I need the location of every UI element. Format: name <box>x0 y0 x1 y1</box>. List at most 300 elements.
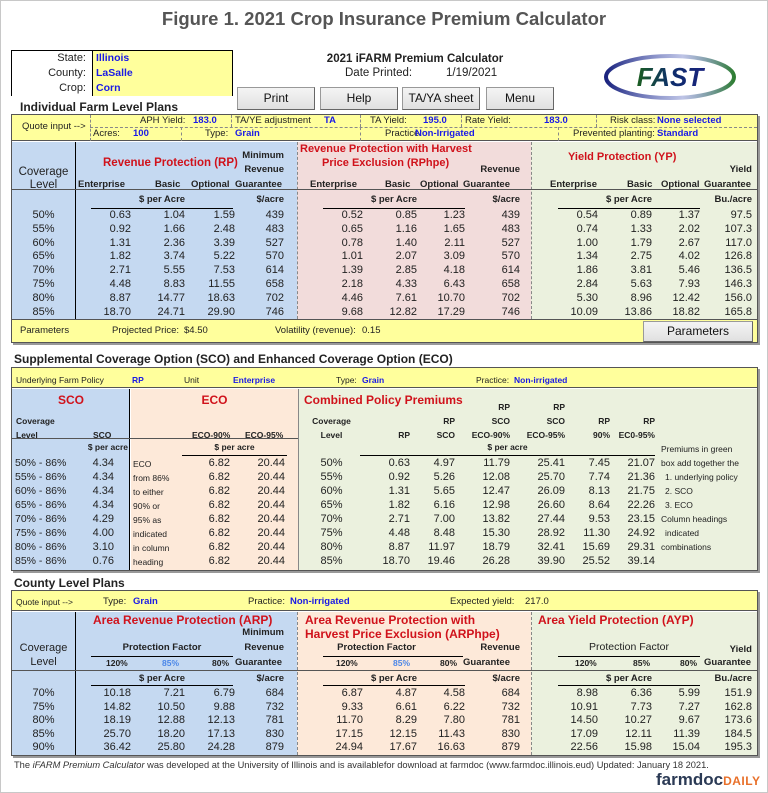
prevented-planting-label: Prevented planting: <box>573 128 655 139</box>
sco-value: 4.34 <box>92 457 114 469</box>
arp-title: Area Revenue Protection (ARP) <box>93 613 273 627</box>
coverage-header: Coverage <box>312 416 351 426</box>
divider <box>297 612 298 755</box>
rp-value: 1.82 <box>109 250 131 263</box>
arphpe-value: 879 <box>501 741 520 754</box>
rp-value: 18.63 <box>207 291 235 304</box>
eco-note: indicated <box>133 529 168 539</box>
aph-yield-field[interactable]: 183.0 <box>193 115 217 126</box>
divider <box>181 127 182 141</box>
sco-value: 4.34 <box>92 499 114 511</box>
arphpe-value: 17.15 <box>335 727 363 740</box>
crop-row <box>12 81 232 96</box>
revenue-header: Revenue <box>244 164 284 175</box>
ayp-value: 15.04 <box>672 741 700 754</box>
prevented-planting-field[interactable]: Standard <box>657 128 699 139</box>
pf85-header: 85% <box>393 658 411 668</box>
protection-factor-header: Protection Factor <box>122 642 202 653</box>
unit-label: Unit <box>184 375 200 385</box>
ayp-value: 17.09 <box>570 727 598 740</box>
rate-yield-field[interactable]: 183.0 <box>544 115 568 126</box>
rphpe-value: 614 <box>501 264 520 277</box>
eco95-value: 20.44 <box>257 541 285 553</box>
type-field[interactable]: Grain <box>235 128 260 139</box>
state-field[interactable]: Illinois <box>92 51 232 66</box>
sco-level: 70% - 86% <box>15 513 67 525</box>
yp-value: 13.86 <box>624 305 652 318</box>
arphpe-value: 7.80 <box>443 714 465 727</box>
combined-value: 18.70 <box>382 555 410 567</box>
arp-value: 830 <box>265 727 284 740</box>
brand-daily: DAILY <box>723 774 761 788</box>
unit-field[interactable]: Enterprise <box>233 375 276 385</box>
arphpe-value: 684 <box>501 687 520 699</box>
arp-value: 9.88 <box>213 700 235 713</box>
combined-value: 26.09 <box>537 485 565 497</box>
combined-per-acre: $ per acre <box>487 442 528 452</box>
basic-header: Basic <box>627 179 653 190</box>
combined-value: 29.31 <box>627 541 655 553</box>
per-acre-label: $ per Acre <box>138 194 186 205</box>
combined-level: 70% <box>320 513 343 525</box>
rp-value: 29.90 <box>207 305 235 318</box>
guarantee-header: Guarantee <box>704 657 751 668</box>
ta-ya-sheet-button[interactable]: TA/YA sheet <box>402 87 480 110</box>
combined-value: 9.53 <box>588 513 610 525</box>
pf120-header: 120% <box>336 658 358 668</box>
divider <box>360 115 361 127</box>
rphpe-value: 527 <box>501 236 520 249</box>
county-practice-field[interactable]: Non-irrigated <box>290 596 350 607</box>
individual-section-title: Individual Farm Level Plans <box>20 100 179 114</box>
date-label: Date Printed: <box>345 67 413 79</box>
rphpe-value: 17.29 <box>437 305 465 318</box>
rphpe-value: 12.82 <box>389 305 417 318</box>
ayp-value: 5.99 <box>678 687 700 699</box>
sco-practice-field[interactable]: Non-irrigated <box>514 375 568 385</box>
eco95-header: ECO-95% <box>245 430 284 440</box>
rphpe-value: 1.16 <box>395 222 417 235</box>
rphpe-value: 0.65 <box>341 222 363 235</box>
combined-col-header: ECO-90% <box>471 430 510 440</box>
combined-level: 65% <box>320 499 343 511</box>
revenue-header: Revenue <box>244 642 284 653</box>
fast-logo-icon <box>600 53 740 103</box>
ayp-value: 15.98 <box>624 741 652 754</box>
per-acre-label: $ per Acre <box>370 673 418 684</box>
rp-value: 1.59 <box>213 209 235 221</box>
ta-yield-field[interactable]: 195.0 <box>423 115 447 126</box>
eco95-value: 20.44 <box>257 513 285 525</box>
yp-value: 3.81 <box>630 264 652 277</box>
yp-value: 146.3 <box>724 278 752 290</box>
yield-header: Yield <box>729 164 752 175</box>
pf120-header: 120% <box>575 658 597 668</box>
combined-value: 5.26 <box>433 471 455 483</box>
eco-title: ECO <box>201 393 228 407</box>
eco95-value: 20.44 <box>257 527 285 539</box>
combined-value: 23.15 <box>627 513 655 525</box>
yp-value: 136.5 <box>724 264 752 277</box>
divider <box>461 115 462 127</box>
projected-price-value[interactable]: $4.50 <box>184 325 208 336</box>
arp-value: 18.19 <box>103 714 131 727</box>
combined-value: 12.08 <box>482 471 510 483</box>
combined-value: 11.97 <box>428 541 455 553</box>
combined-value: 39.14 <box>627 555 655 567</box>
practice-label: Practice: <box>385 128 422 139</box>
sco-practice-label: Practice: <box>476 375 510 385</box>
rp-value: 439 <box>265 209 284 221</box>
premium-note: 2. SCO <box>665 486 693 496</box>
sco-level: 85% - 86% <box>15 555 67 567</box>
eco90-value: 6.82 <box>208 555 230 567</box>
rphpe-value: 4.18 <box>443 264 465 277</box>
rphpe-value: 1.01 <box>341 250 363 263</box>
divider <box>360 127 361 141</box>
rphpe-value: 4.46 <box>341 291 363 304</box>
arp-value: 10.18 <box>103 687 131 699</box>
combined-value: 1.82 <box>388 499 410 511</box>
ayp-value: 11.39 <box>673 727 700 740</box>
combined-value: 4.97 <box>433 457 455 469</box>
yp-value: 2.02 <box>678 222 700 235</box>
eco-note: ECO <box>133 459 152 469</box>
combined-col-header: RP <box>443 416 455 426</box>
state-row <box>12 51 232 66</box>
combined-col-header: RP <box>398 430 410 440</box>
combined-value: 15.30 <box>482 527 510 539</box>
crop-field[interactable]: Corn <box>92 81 232 96</box>
rp-value: 614 <box>265 264 284 277</box>
yp-value: 156.0 <box>724 291 752 304</box>
yp-value: 1.33 <box>630 222 652 235</box>
combined-value: 24.92 <box>627 527 655 539</box>
arphpe-value: 6.87 <box>341 687 363 699</box>
divider <box>297 142 298 319</box>
rp-value: 0.92 <box>109 222 131 235</box>
eco90-value: 6.82 <box>208 499 230 511</box>
divider <box>558 685 700 686</box>
sco-quote-bar <box>12 368 757 388</box>
ayp-value: 184.5 <box>724 727 752 740</box>
rphpe-value: 439 <box>501 209 520 221</box>
divider <box>558 656 700 657</box>
guarantee-header: Guarantee <box>463 179 510 190</box>
ayp-value: 7.73 <box>630 700 652 713</box>
arphpe-value: 17.67 <box>389 741 417 754</box>
rphpe-title-line2: Price Exclusion (RPhpe) <box>322 157 450 169</box>
risk-class-label: Risk class: <box>610 115 656 126</box>
sco-col-header: SCO <box>93 430 112 440</box>
ayp-value: 8.98 <box>576 687 598 699</box>
arphpe-value: 8.29 <box>395 714 417 727</box>
arphpe-value: 11.43 <box>438 727 465 740</box>
combined-value: 7.00 <box>433 513 455 525</box>
ayp-title: Area Yield Protection (AYP) <box>538 613 694 627</box>
county-field[interactable]: LaSalle <box>92 66 232 81</box>
help-button[interactable]: Help <box>320 87 398 110</box>
coverage-level: 65% <box>32 250 55 263</box>
combined-value: 27.44 <box>537 513 565 525</box>
yp-value: 5.63 <box>630 278 652 290</box>
coverage-level: 85% <box>32 305 55 318</box>
fast-logo <box>600 53 740 103</box>
yp-value: 5.30 <box>576 291 598 304</box>
combined-value: 8.87 <box>388 541 410 553</box>
menu-button[interactable]: Menu <box>486 87 554 110</box>
ayp-value: 14.50 <box>570 714 598 727</box>
combined-level: 85% <box>320 555 343 567</box>
sco-value: 4.29 <box>92 513 114 525</box>
sco-per-acre: $ per acre <box>87 442 128 452</box>
arphpe-value: 4.87 <box>395 687 417 699</box>
rphpe-value: 2.18 <box>341 278 363 290</box>
yp-value: 10.09 <box>570 305 598 318</box>
volatility-value[interactable]: 0.15 <box>362 325 381 336</box>
yp-value: 107.3 <box>724 222 752 235</box>
combined-value: 19.46 <box>427 555 455 567</box>
risk-class-field[interactable]: None selected <box>657 115 722 126</box>
acres-field[interactable]: 100 <box>133 128 149 139</box>
level-header: Level <box>320 430 343 440</box>
combined-col-header: RP <box>553 402 565 412</box>
eco-note: to either <box>133 487 164 497</box>
rphpe-value: 1.40 <box>395 236 417 249</box>
rphpe-value: 9.68 <box>341 305 363 318</box>
footer-note <box>14 760 709 770</box>
pf85-header: 85% <box>162 658 180 668</box>
arp-value: 36.42 <box>103 741 131 754</box>
eco90-header: ECO-90% <box>192 430 231 440</box>
guarantee-header: Guarantee <box>235 657 282 668</box>
rphpe-value: 0.85 <box>395 209 417 221</box>
sco-level: 65% - 86% <box>15 499 67 511</box>
combined-value: 0.63 <box>388 457 410 469</box>
rphpe-value: 483 <box>501 222 520 235</box>
yp-value: 1.86 <box>576 264 598 277</box>
arphpe-value: 732 <box>501 700 520 713</box>
yp-title: Yield Protection (YP) <box>568 151 677 163</box>
level-header: Level <box>16 430 38 440</box>
guarantee-header: Guarantee <box>235 179 282 190</box>
level-header: Level <box>29 179 58 191</box>
coverage-level: 70% <box>32 264 55 277</box>
combined-value: 11.30 <box>583 527 610 539</box>
volatility-label: Volatility (revenue): <box>275 325 356 336</box>
eco-note: 95% as <box>133 515 162 525</box>
combined-value: 18.79 <box>482 541 510 553</box>
dollar-acre-label: $/acre <box>492 194 520 205</box>
rphpe-value: 658 <box>501 278 520 290</box>
ayp-value: 9.67 <box>678 714 700 727</box>
date-printed: 1/19/2021 <box>446 67 498 79</box>
rp-value: 4.48 <box>109 278 131 290</box>
sco-level: 55% - 86% <box>15 471 67 483</box>
revenue-header: Revenue <box>480 642 520 653</box>
county-quote-input-label: Quote input --> <box>16 597 73 607</box>
combined-value: 25.52 <box>582 555 610 567</box>
combined-value: 1.31 <box>388 485 410 497</box>
county-section-title: County Level Plans <box>14 576 125 590</box>
combined-value: 12.47 <box>482 485 510 497</box>
arphpe-title-line2: Harvest Price Exclusion (ARPhpe) <box>305 627 500 641</box>
premium-note: Premiums in green <box>661 444 733 454</box>
combined-col-header: ECO-95% <box>526 430 565 440</box>
rphpe-value: 4.33 <box>395 278 417 290</box>
premium-note: combinations <box>661 542 712 552</box>
combined-value: 8.13 <box>588 485 610 497</box>
pf80-header: 80% <box>440 658 458 668</box>
eco-note: 90% or <box>133 501 160 511</box>
sco-type-field[interactable]: Grain <box>362 375 385 385</box>
coverage-header: Coverage <box>18 166 69 178</box>
underlying-policy-label: Underlying Farm Policy <box>16 375 104 385</box>
rate-yield-label: Rate Yield: <box>465 115 511 126</box>
combined-level: 60% <box>320 485 343 497</box>
revenue-header: Revenue <box>480 164 520 175</box>
combined-value: 26.60 <box>537 499 565 511</box>
enterprise-header: Enterprise <box>78 179 125 190</box>
print-button[interactable]: Print <box>237 87 315 110</box>
eco-note: heading <box>133 557 164 567</box>
arp-value: 14.82 <box>103 700 131 713</box>
arp-value: 6.79 <box>213 687 235 699</box>
combined-level: 50% <box>320 457 343 469</box>
county-type-field[interactable]: Grain <box>133 596 158 607</box>
combined-col-header: RP <box>498 402 510 412</box>
type-label: Type: <box>205 128 229 139</box>
divider <box>91 685 233 686</box>
divider <box>531 612 532 755</box>
per-acre-label: $ per Acre <box>138 673 186 684</box>
yp-value: 5.46 <box>678 264 700 277</box>
coverage-header: Coverage <box>19 642 68 654</box>
arphpe-value: 6.22 <box>443 700 465 713</box>
rphpe-value: 0.52 <box>341 209 363 221</box>
coverage-level: 75% <box>32 700 55 713</box>
minimum-header: Minimum <box>242 150 284 161</box>
rp-value: 483 <box>265 222 284 235</box>
combined-value: 0.92 <box>388 471 410 483</box>
arp-value: 25.70 <box>103 727 131 740</box>
yp-value: 2.84 <box>576 278 598 290</box>
ta-yield-label: TA Yield: <box>370 115 407 126</box>
arp-value: 879 <box>265 741 284 754</box>
brand-farmdoc: farmdoc <box>656 770 724 789</box>
expected-yield-value: 217.0 <box>525 596 549 607</box>
coverage-level: 60% <box>32 236 55 249</box>
expected-yield-label: Expected yield: <box>450 596 515 607</box>
per-acre-label: $ per Acre <box>605 673 653 684</box>
arp-value: 781 <box>265 714 284 727</box>
rphpe-value: 1.39 <box>341 264 363 277</box>
footer-pre: The <box>14 760 33 770</box>
premium-note: box add together the <box>661 458 739 468</box>
ayp-value: 173.6 <box>724 714 752 727</box>
rp-value: 5.55 <box>163 264 185 277</box>
yp-value: 18.82 <box>672 305 700 318</box>
ayp-value: 10.91 <box>570 700 598 713</box>
rphpe-value: 3.09 <box>443 250 465 263</box>
rphpe-value: 0.78 <box>341 236 363 249</box>
yp-value: 0.54 <box>576 209 598 221</box>
combined-value: 5.65 <box>433 485 455 497</box>
rphpe-value: 2.07 <box>395 250 417 263</box>
eco95-value: 20.44 <box>257 471 285 483</box>
combined-value: 12.98 <box>482 499 510 511</box>
yp-value: 2.67 <box>678 236 700 249</box>
arphpe-value: 4.58 <box>443 687 465 699</box>
eco90-value: 6.82 <box>208 457 230 469</box>
combined-value: 26.28 <box>482 555 510 567</box>
taye-field[interactable]: TA <box>324 115 336 126</box>
location-box <box>11 50 233 96</box>
yp-value: 12.42 <box>672 291 700 304</box>
dollar-acre-label: $/acre <box>256 194 284 205</box>
combined-value: 4.48 <box>388 527 410 539</box>
rphpe-value: 570 <box>501 250 520 263</box>
basic-header: Basic <box>385 179 411 190</box>
arphpe-title-line1: Area Revenue Protection with <box>305 613 476 627</box>
pf85-header: 85% <box>633 658 651 668</box>
divider <box>558 127 559 141</box>
guarantee-header: Guarantee <box>704 179 751 190</box>
divider <box>231 115 232 127</box>
divider <box>596 115 597 127</box>
eco90-value: 6.82 <box>208 513 230 525</box>
rphpe-title-line1: Revenue Protection with Harvest <box>300 143 472 155</box>
sco-title: SCO <box>57 393 84 407</box>
ayp-value: 7.27 <box>678 700 700 713</box>
premium-note: 3. ECO <box>665 500 693 510</box>
enterprise-header: Enterprise <box>550 179 597 190</box>
calculator-title: 2021 iFARM Premium Calculator <box>326 53 504 65</box>
divider <box>323 656 463 657</box>
arp-value: 17.13 <box>207 727 235 740</box>
sco-value: 4.34 <box>92 485 114 497</box>
eco90-value: 6.82 <box>208 527 230 539</box>
combined-col-header: RP <box>598 416 610 426</box>
premium-note: 1. underlying policy <box>665 472 738 482</box>
footer-post: was developed at the University of Illinois and is availablefor download at farmdoc (www.farmdoc.illinois.eud) Updated: January 18 2021. <box>144 760 709 770</box>
rp-value: 702 <box>265 291 284 304</box>
rphpe-value: 2.85 <box>395 264 417 277</box>
county-row <box>12 66 232 81</box>
underlying-policy-field[interactable]: RP <box>132 375 144 385</box>
level-header: Level <box>30 656 57 668</box>
acres-label: Acres: <box>93 128 120 139</box>
yp-value: 1.37 <box>678 209 700 221</box>
divider <box>323 685 465 686</box>
divider <box>531 142 532 319</box>
arphpe-value: 781 <box>501 714 520 727</box>
bu-acre-label: Bu./acre <box>714 673 752 684</box>
arp-value: 25.80 <box>157 741 185 754</box>
combined-col-header: RP <box>643 416 655 426</box>
combined-value: 8.64 <box>588 499 610 511</box>
rphpe-value: 746 <box>501 305 520 318</box>
combined-value: 22.26 <box>627 499 655 511</box>
parameters-button[interactable]: Parameters <box>643 321 753 342</box>
combined-value: 7.45 <box>588 457 610 469</box>
rp-value: 0.63 <box>109 209 131 221</box>
practice-field[interactable]: Non-Irrigated <box>415 128 475 139</box>
rp-value: 746 <box>265 305 284 318</box>
county-practice-label: Practice: <box>248 596 285 607</box>
coverage-level: 85% <box>32 727 55 740</box>
sco-level: 50% - 86% <box>15 457 67 469</box>
